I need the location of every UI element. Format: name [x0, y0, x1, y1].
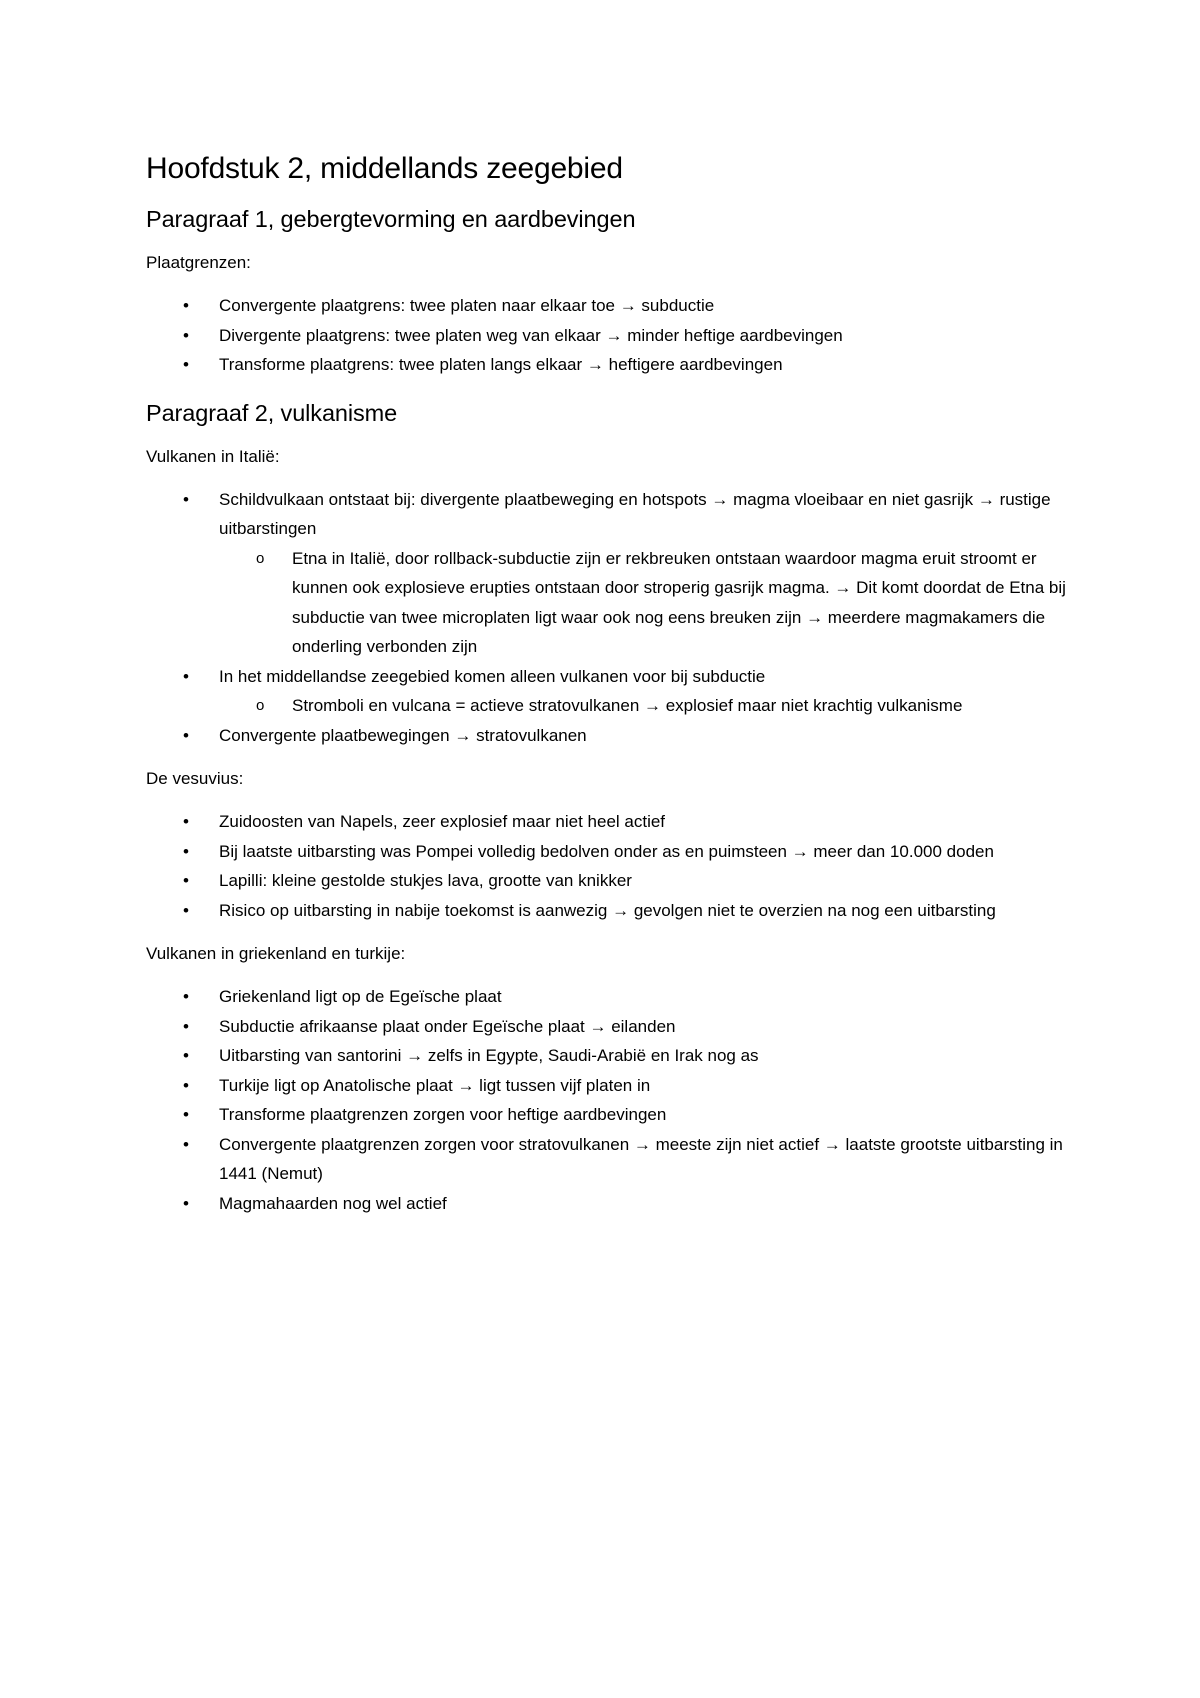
- list-item-text: Subductie afrikaanse plaat onder Egeïsche plaat → eilanden: [219, 1016, 676, 1036]
- list-item: [146, 350, 1076, 380]
- bullet-icon: •: [183, 812, 189, 831]
- list-item-text: Divergente plaatgrens: twee platen weg van elkaar → minder heftige aardbevingen: [219, 325, 843, 345]
- list-item: [146, 1012, 1076, 1042]
- bullet-icon: •: [183, 1134, 189, 1154]
- label-plaatgrenzen: Plaatgrenzen:: [146, 253, 251, 272]
- list-item: [146, 291, 1076, 321]
- list-item-text: Transforme plaatgrens: twee platen langs elkaar → heftigere aardbevingen: [219, 355, 783, 374]
- bullet-icon: •: [183, 1193, 189, 1213]
- list-item: [146, 321, 1076, 351]
- bullet-icon: •: [183, 725, 189, 745]
- list-item: [146, 721, 1076, 751]
- bullet-icon: •: [183, 325, 189, 345]
- list-item: [146, 485, 1076, 662]
- list-item-text: Bij laatste uitbarsting was Pompei volledig bedolven onder as en puimsteen → meer dan 10.000 doden: [219, 841, 994, 861]
- list-item-text: In het middellandse zeegebied komen alleen vulkanen voor bij subductie: [219, 666, 766, 686]
- list-item: [146, 1041, 1076, 1071]
- label-vulkanen-in-italie: Vulkanen in Italië:: [146, 446, 280, 466]
- list-item-text: Risico op uitbarsting in nabije toekomst is aanwezig → gevolgen niet te overzien na nog een uitbarsting: [219, 900, 996, 920]
- sub-list: [219, 691, 1076, 721]
- bullet-icon: •: [183, 355, 189, 374]
- list-item-text: Magmahaarden nog wel actief: [219, 1193, 447, 1213]
- list-item-text: Griekenland ligt op de Egeïsche plaat: [219, 987, 502, 1006]
- bullet-icon: •: [183, 900, 189, 920]
- bullet-icon: •: [183, 1016, 189, 1036]
- list-item: [146, 1100, 1076, 1130]
- bullet-icon: •: [183, 841, 189, 861]
- list-item: [146, 1189, 1076, 1219]
- section-heading-paragraaf-1: Paragraaf 1, gebergtevorming en aardbevingen: [146, 206, 636, 232]
- label-de-vesuvius: De vesuvius:: [146, 769, 244, 788]
- list-item-text: Uitbarsting van santorini → zelfs in Egypte, Saudi-Arabië en Irak nog as: [219, 1046, 759, 1065]
- list-item-text: Convergente plaatgrens: twee platen naar elkaar toe → subductie: [219, 296, 715, 315]
- section-heading-paragraaf-2: Paragraaf 2, vulkanisme: [146, 399, 398, 426]
- bullet-icon: •: [183, 1075, 189, 1095]
- list-item: [146, 866, 1076, 896]
- list-item-text: Convergente plaatgrenzen zorgen voor stratovulkanen → meeste zijn niet actief → laatste grootste uitbarsting in 1441 (Nemut): [219, 1134, 1063, 1183]
- bullet-icon: •: [183, 1046, 189, 1065]
- list-item: [146, 1071, 1076, 1101]
- list-item-text: Transforme plaatgrenzen zorgen voor heftige aardbevingen: [219, 1105, 667, 1124]
- list-item-text: Turkije ligt op Anatolische plaat → ligt tussen vijf platen in: [219, 1075, 651, 1095]
- label-vulkanen-griekenland-turkije: Vulkanen in griekenland en turkije:: [146, 944, 406, 963]
- list-item-text: Lapilli: kleine gestolde stukjes lava, grootte van knikker: [219, 871, 632, 890]
- list-vesuvius: [146, 807, 1076, 925]
- sub-list-item-text: Etna in Italië, door rollback-subductie zijn er rekbreuken ontstaan waardoor magma eruit stroomt er kunnen ook explosieve erupties ontstaan door stroperig gasrijk magma. → Dit komt doordat de Etna bij subductie van twee microplaten ligt waar ook nog eens breuken zijn → meerdere magmakamers die onderling verbonden zijn: [292, 548, 1066, 656]
- bullet-icon: •: [183, 296, 189, 315]
- list-item-text: Convergente plaatbewegingen → stratovulkanen: [219, 725, 587, 745]
- list-item: [146, 662, 1076, 721]
- list-plaatgrenzen: [146, 291, 1076, 380]
- document-title: Hoofdstuk 2, middellands zeegebied: [146, 152, 623, 185]
- list-item: [146, 807, 1076, 837]
- list-vulkanen-italie: [146, 485, 1076, 751]
- sub-bullet-icon: o: [256, 697, 265, 714]
- sub-list-item-text: Stromboli en vulcana = actieve stratovulkanen → explosief maar niet krachtig vulkanisme: [292, 696, 963, 715]
- sub-bullet-icon: o: [256, 549, 265, 567]
- bullet-icon: •: [183, 666, 189, 686]
- list-item: [146, 1130, 1076, 1189]
- bullet-icon: •: [183, 489, 189, 509]
- bullet-icon: •: [183, 987, 189, 1006]
- list-item-text: Schildvulkaan ontstaat bij: divergente plaatbeweging en hotspots → magma vloeibaar en niet gasrijk → rustige uitbarstingen: [219, 489, 1051, 538]
- list-item: [146, 896, 1076, 926]
- sub-list: [219, 544, 1076, 662]
- list-vulkanen-griekenland-turkije: [146, 982, 1076, 1218]
- bullet-icon: •: [183, 1105, 189, 1124]
- document-page: [146, 150, 1076, 1232]
- sub-list-item: [219, 691, 1076, 721]
- list-item: [146, 982, 1076, 1012]
- list-item-text: Zuidoosten van Napels, zeer explosief maar niet heel actief: [219, 812, 666, 831]
- bullet-icon: •: [183, 871, 189, 890]
- list-item: [146, 837, 1076, 867]
- sub-list-item: [219, 544, 1076, 662]
